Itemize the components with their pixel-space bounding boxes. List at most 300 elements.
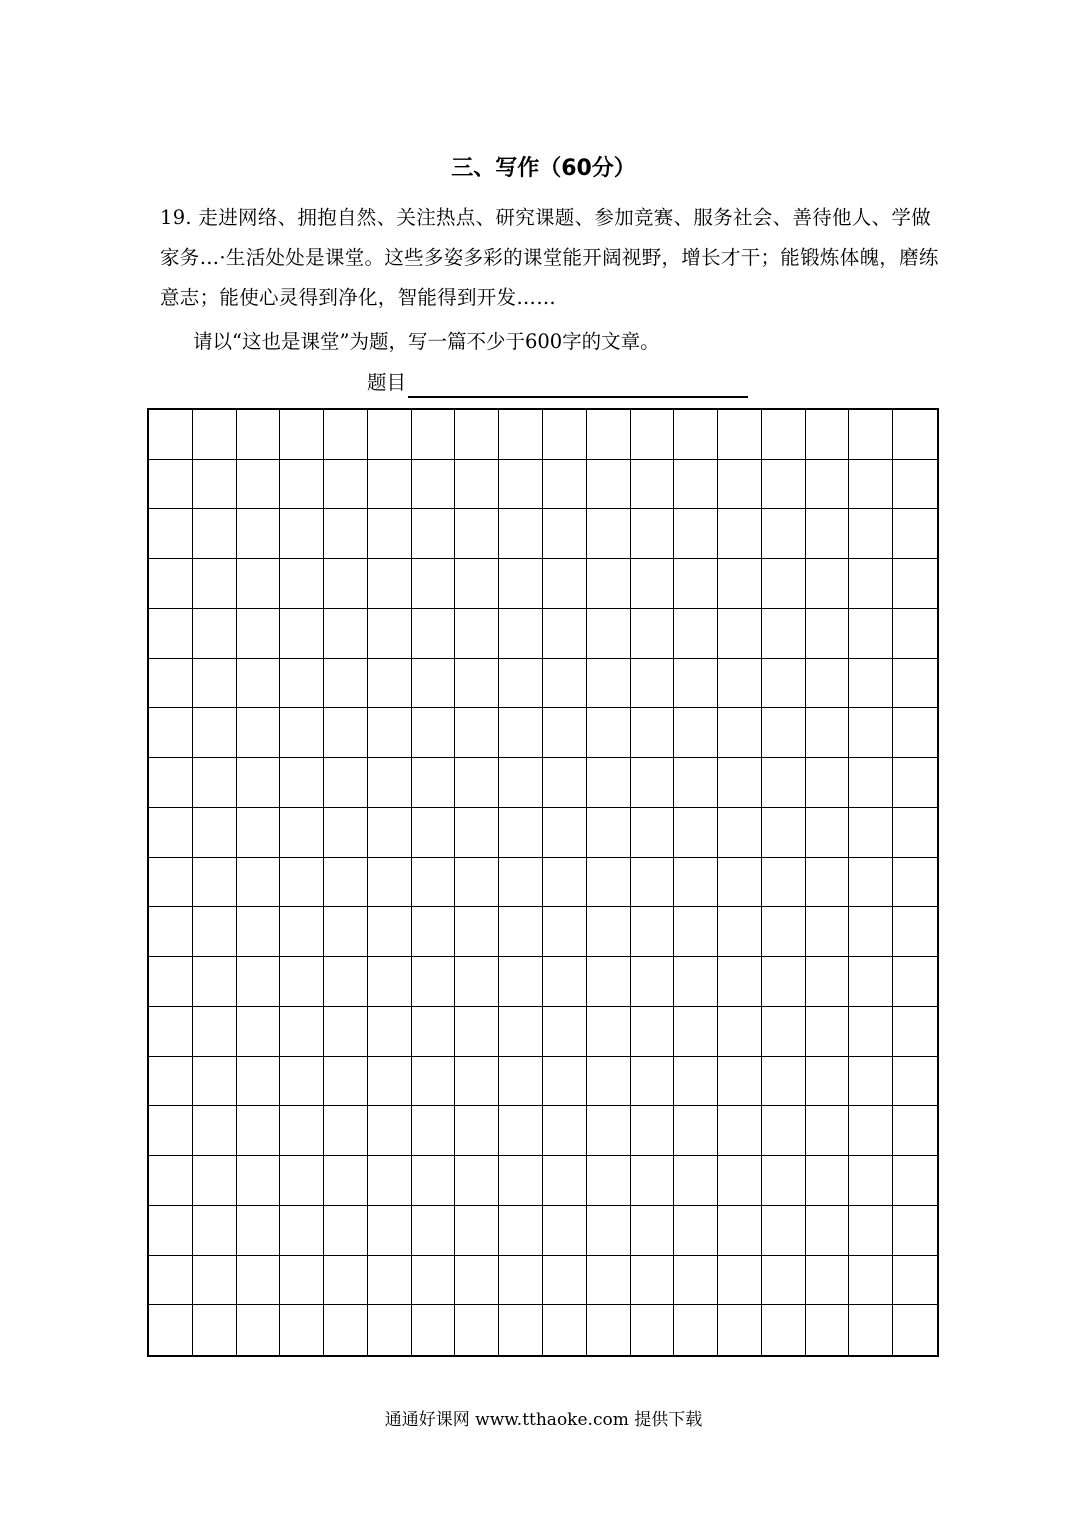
grid-cell[interactable] <box>280 907 324 957</box>
grid-cell[interactable] <box>455 1156 499 1206</box>
grid-cell[interactable] <box>499 509 543 559</box>
grid-cell[interactable] <box>718 907 762 957</box>
grid-cell[interactable] <box>543 509 587 559</box>
grid-cell[interactable] <box>324 808 368 858</box>
grid-cell[interactable] <box>849 907 893 957</box>
grid-cell[interactable] <box>587 509 631 559</box>
grid-cell[interactable] <box>149 1206 193 1256</box>
grid-cell[interactable] <box>762 758 806 808</box>
grid-cell[interactable] <box>762 1256 806 1306</box>
grid-cell[interactable] <box>893 659 937 709</box>
grid-cell[interactable] <box>762 1057 806 1107</box>
grid-cell[interactable] <box>587 609 631 659</box>
grid-cell[interactable] <box>324 907 368 957</box>
grid-cell[interactable] <box>806 659 850 709</box>
grid-cell[interactable] <box>280 1256 324 1306</box>
grid-cell[interactable] <box>718 708 762 758</box>
grid-cell[interactable] <box>499 1007 543 1057</box>
grid-cell[interactable] <box>893 858 937 908</box>
grid-cell[interactable] <box>324 1106 368 1156</box>
grid-cell[interactable] <box>412 808 456 858</box>
grid-cell[interactable] <box>193 1106 237 1156</box>
grid-cell[interactable] <box>631 1206 675 1256</box>
grid-cell[interactable] <box>806 1106 850 1156</box>
grid-cell[interactable] <box>412 957 456 1007</box>
grid-cell[interactable] <box>280 410 324 460</box>
grid-cell[interactable] <box>368 957 412 1007</box>
grid-cell[interactable] <box>631 1156 675 1206</box>
grid-cell[interactable] <box>237 858 281 908</box>
grid-cell[interactable] <box>674 659 718 709</box>
grid-cell[interactable] <box>455 957 499 1007</box>
grid-cell[interactable] <box>455 509 499 559</box>
grid-cell[interactable] <box>806 460 850 510</box>
grid-cell[interactable] <box>762 1007 806 1057</box>
grid-cell[interactable] <box>455 659 499 709</box>
grid-cell[interactable] <box>849 1057 893 1107</box>
grid-cell[interactable] <box>368 1305 412 1355</box>
grid-cell[interactable] <box>455 559 499 609</box>
grid-cell[interactable] <box>806 1256 850 1306</box>
grid-cell[interactable] <box>149 1106 193 1156</box>
grid-cell[interactable] <box>193 460 237 510</box>
grid-cell[interactable] <box>324 858 368 908</box>
grid-cell[interactable] <box>324 410 368 460</box>
grid-cell[interactable] <box>849 1007 893 1057</box>
grid-cell[interactable] <box>849 460 893 510</box>
grid-cell[interactable] <box>806 509 850 559</box>
grid-cell[interactable] <box>849 808 893 858</box>
grid-cell[interactable] <box>762 957 806 1007</box>
grid-cell[interactable] <box>149 808 193 858</box>
grid-cell[interactable] <box>499 1206 543 1256</box>
grid-cell[interactable] <box>149 1007 193 1057</box>
grid-cell[interactable] <box>587 708 631 758</box>
grid-cell[interactable] <box>762 410 806 460</box>
grid-cell[interactable] <box>631 1057 675 1107</box>
grid-cell[interactable] <box>412 559 456 609</box>
grid-cell[interactable] <box>455 708 499 758</box>
grid-cell[interactable] <box>499 907 543 957</box>
grid-cell[interactable] <box>149 907 193 957</box>
grid-cell[interactable] <box>368 907 412 957</box>
grid-cell[interactable] <box>849 410 893 460</box>
grid-cell[interactable] <box>631 460 675 510</box>
grid-cell[interactable] <box>280 858 324 908</box>
grid-cell[interactable] <box>674 1106 718 1156</box>
grid-cell[interactable] <box>718 559 762 609</box>
grid-cell[interactable] <box>674 1057 718 1107</box>
grid-cell[interactable] <box>149 957 193 1007</box>
grid-cell[interactable] <box>368 808 412 858</box>
grid-cell[interactable] <box>893 808 937 858</box>
grid-cell[interactable] <box>368 1256 412 1306</box>
grid-cell[interactable] <box>849 1106 893 1156</box>
grid-cell[interactable] <box>499 758 543 808</box>
grid-cell[interactable] <box>587 758 631 808</box>
grid-cell[interactable] <box>368 858 412 908</box>
grid-cell[interactable] <box>674 1156 718 1206</box>
grid-cell[interactable] <box>280 758 324 808</box>
grid-cell[interactable] <box>631 559 675 609</box>
grid-cell[interactable] <box>412 460 456 510</box>
grid-cell[interactable] <box>762 708 806 758</box>
grid-cell[interactable] <box>237 758 281 808</box>
grid-cell[interactable] <box>368 509 412 559</box>
grid-cell[interactable] <box>674 1256 718 1306</box>
grid-cell[interactable] <box>237 957 281 1007</box>
grid-cell[interactable] <box>718 1057 762 1107</box>
grid-cell[interactable] <box>762 659 806 709</box>
grid-cell[interactable] <box>674 559 718 609</box>
grid-cell[interactable] <box>718 858 762 908</box>
grid-cell[interactable] <box>893 1156 937 1206</box>
grid-cell[interactable] <box>280 509 324 559</box>
grid-cell[interactable] <box>543 1156 587 1206</box>
grid-cell[interactable] <box>718 1007 762 1057</box>
grid-cell[interactable] <box>762 1156 806 1206</box>
grid-cell[interactable] <box>499 708 543 758</box>
grid-cell[interactable] <box>718 460 762 510</box>
grid-cell[interactable] <box>324 708 368 758</box>
grid-cell[interactable] <box>193 509 237 559</box>
grid-cell[interactable] <box>893 708 937 758</box>
grid-cell[interactable] <box>849 1156 893 1206</box>
grid-cell[interactable] <box>368 659 412 709</box>
grid-cell[interactable] <box>193 1305 237 1355</box>
grid-cell[interactable] <box>543 1256 587 1306</box>
grid-cell[interactable] <box>280 609 324 659</box>
grid-cell[interactable] <box>193 1206 237 1256</box>
grid-cell[interactable] <box>543 410 587 460</box>
grid-cell[interactable] <box>587 858 631 908</box>
grid-cell[interactable] <box>631 907 675 957</box>
grid-cell[interactable] <box>587 659 631 709</box>
grid-cell[interactable] <box>587 1007 631 1057</box>
grid-cell[interactable] <box>368 1057 412 1107</box>
grid-cell[interactable] <box>193 659 237 709</box>
grid-cell[interactable] <box>149 758 193 808</box>
grid-cell[interactable] <box>237 1156 281 1206</box>
grid-cell[interactable] <box>280 460 324 510</box>
grid-cell[interactable] <box>499 808 543 858</box>
grid-cell[interactable] <box>587 1206 631 1256</box>
grid-cell[interactable] <box>543 1007 587 1057</box>
grid-cell[interactable] <box>368 708 412 758</box>
grid-cell[interactable] <box>499 460 543 510</box>
grid-cell[interactable] <box>149 1156 193 1206</box>
grid-cell[interactable] <box>149 559 193 609</box>
grid-cell[interactable] <box>412 1256 456 1306</box>
grid-cell[interactable] <box>499 1256 543 1306</box>
grid-cell[interactable] <box>324 1057 368 1107</box>
grid-cell[interactable] <box>543 708 587 758</box>
grid-cell[interactable] <box>806 957 850 1007</box>
grid-cell[interactable] <box>849 559 893 609</box>
grid-cell[interactable] <box>149 708 193 758</box>
grid-cell[interactable] <box>849 659 893 709</box>
grid-cell[interactable] <box>806 1156 850 1206</box>
grid-cell[interactable] <box>587 957 631 1007</box>
grid-cell[interactable] <box>455 1206 499 1256</box>
grid-cell[interactable] <box>893 410 937 460</box>
grid-cell[interactable] <box>674 957 718 1007</box>
grid-cell[interactable] <box>674 609 718 659</box>
grid-cell[interactable] <box>631 509 675 559</box>
grid-cell[interactable] <box>631 609 675 659</box>
grid-cell[interactable] <box>631 858 675 908</box>
grid-cell[interactable] <box>893 1305 937 1355</box>
grid-cell[interactable] <box>499 1106 543 1156</box>
grid-cell[interactable] <box>631 659 675 709</box>
grid-cell[interactable] <box>280 708 324 758</box>
grid-cell[interactable] <box>149 659 193 709</box>
grid-cell[interactable] <box>893 559 937 609</box>
grid-cell[interactable] <box>412 609 456 659</box>
grid-cell[interactable] <box>587 808 631 858</box>
grid-cell[interactable] <box>587 1106 631 1156</box>
grid-cell[interactable] <box>718 410 762 460</box>
grid-cell[interactable] <box>412 1305 456 1355</box>
grid-cell[interactable] <box>412 410 456 460</box>
grid-cell[interactable] <box>762 1305 806 1355</box>
grid-cell[interactable] <box>149 1256 193 1306</box>
grid-cell[interactable] <box>499 1057 543 1107</box>
grid-cell[interactable] <box>674 907 718 957</box>
grid-cell[interactable] <box>674 1206 718 1256</box>
grid-cell[interactable] <box>280 957 324 1007</box>
grid-cell[interactable] <box>806 758 850 808</box>
grid-cell[interactable] <box>280 1007 324 1057</box>
grid-cell[interactable] <box>499 957 543 1007</box>
grid-cell[interactable] <box>324 957 368 1007</box>
grid-cell[interactable] <box>543 1057 587 1107</box>
grid-cell[interactable] <box>543 1206 587 1256</box>
grid-cell[interactable] <box>149 1057 193 1107</box>
grid-cell[interactable] <box>193 808 237 858</box>
grid-cell[interactable] <box>631 808 675 858</box>
grid-cell[interactable] <box>237 808 281 858</box>
grid-cell[interactable] <box>368 1007 412 1057</box>
grid-cell[interactable] <box>849 957 893 1007</box>
grid-cell[interactable] <box>324 509 368 559</box>
grid-cell[interactable] <box>149 609 193 659</box>
grid-cell[interactable] <box>368 1156 412 1206</box>
grid-cell[interactable] <box>806 708 850 758</box>
grid-cell[interactable] <box>499 1156 543 1206</box>
grid-cell[interactable] <box>718 609 762 659</box>
grid-cell[interactable] <box>893 1106 937 1156</box>
grid-cell[interactable] <box>543 858 587 908</box>
grid-cell[interactable] <box>324 559 368 609</box>
grid-cell[interactable] <box>237 609 281 659</box>
grid-cell[interactable] <box>674 1305 718 1355</box>
grid-cell[interactable] <box>893 907 937 957</box>
grid-cell[interactable] <box>368 410 412 460</box>
grid-cell[interactable] <box>324 1206 368 1256</box>
grid-cell[interactable] <box>324 1305 368 1355</box>
grid-cell[interactable] <box>324 1007 368 1057</box>
grid-cell[interactable] <box>587 1156 631 1206</box>
grid-cell[interactable] <box>368 758 412 808</box>
grid-cell[interactable] <box>412 758 456 808</box>
grid-cell[interactable] <box>674 808 718 858</box>
grid-cell[interactable] <box>762 1206 806 1256</box>
grid-cell[interactable] <box>455 858 499 908</box>
grid-cell[interactable] <box>543 1305 587 1355</box>
grid-cell[interactable] <box>237 907 281 957</box>
grid-cell[interactable] <box>193 907 237 957</box>
grid-cell[interactable] <box>193 858 237 908</box>
grid-cell[interactable] <box>587 1057 631 1107</box>
grid-cell[interactable] <box>762 559 806 609</box>
grid-cell[interactable] <box>543 907 587 957</box>
grid-cell[interactable] <box>849 708 893 758</box>
grid-cell[interactable] <box>412 1156 456 1206</box>
grid-cell[interactable] <box>587 460 631 510</box>
grid-cell[interactable] <box>193 708 237 758</box>
grid-cell[interactable] <box>849 858 893 908</box>
grid-cell[interactable] <box>455 808 499 858</box>
grid-cell[interactable] <box>849 1256 893 1306</box>
grid-cell[interactable] <box>193 758 237 808</box>
grid-cell[interactable] <box>631 1106 675 1156</box>
grid-cell[interactable] <box>455 1057 499 1107</box>
grid-cell[interactable] <box>368 609 412 659</box>
grid-cell[interactable] <box>762 509 806 559</box>
grid-cell[interactable] <box>368 1206 412 1256</box>
grid-cell[interactable] <box>893 609 937 659</box>
grid-cell[interactable] <box>455 1007 499 1057</box>
grid-cell[interactable] <box>631 1305 675 1355</box>
grid-cell[interactable] <box>455 1305 499 1355</box>
grid-cell[interactable] <box>280 1057 324 1107</box>
grid-cell[interactable] <box>806 1206 850 1256</box>
grid-cell[interactable] <box>237 708 281 758</box>
grid-cell[interactable] <box>543 808 587 858</box>
grid-cell[interactable] <box>412 858 456 908</box>
grid-cell[interactable] <box>280 1206 324 1256</box>
grid-cell[interactable] <box>368 460 412 510</box>
grid-cell[interactable] <box>499 659 543 709</box>
grid-cell[interactable] <box>674 758 718 808</box>
grid-cell[interactable] <box>499 609 543 659</box>
grid-cell[interactable] <box>762 609 806 659</box>
grid-cell[interactable] <box>849 1305 893 1355</box>
grid-cell[interactable] <box>412 708 456 758</box>
grid-cell[interactable] <box>237 559 281 609</box>
essay-title-blank[interactable] <box>408 370 748 398</box>
grid-cell[interactable] <box>806 1007 850 1057</box>
grid-cell[interactable] <box>893 758 937 808</box>
grid-cell[interactable] <box>718 659 762 709</box>
grid-cell[interactable] <box>806 559 850 609</box>
grid-cell[interactable] <box>149 858 193 908</box>
grid-cell[interactable] <box>455 410 499 460</box>
grid-cell[interactable] <box>193 1156 237 1206</box>
grid-cell[interactable] <box>893 957 937 1007</box>
grid-cell[interactable] <box>718 957 762 1007</box>
grid-cell[interactable] <box>412 509 456 559</box>
grid-cell[interactable] <box>412 907 456 957</box>
grid-cell[interactable] <box>587 1305 631 1355</box>
grid-cell[interactable] <box>237 1007 281 1057</box>
grid-cell[interactable] <box>631 758 675 808</box>
grid-cell[interactable] <box>674 460 718 510</box>
grid-cell[interactable] <box>893 1206 937 1256</box>
grid-cell[interactable] <box>543 659 587 709</box>
grid-cell[interactable] <box>893 1256 937 1306</box>
grid-cell[interactable] <box>849 758 893 808</box>
grid-cell[interactable] <box>806 1305 850 1355</box>
grid-cell[interactable] <box>674 708 718 758</box>
grid-cell[interactable] <box>543 460 587 510</box>
grid-cell[interactable] <box>324 1256 368 1306</box>
grid-cell[interactable] <box>280 1156 324 1206</box>
grid-cell[interactable] <box>543 559 587 609</box>
grid-cell[interactable] <box>631 410 675 460</box>
grid-cell[interactable] <box>193 1007 237 1057</box>
grid-cell[interactable] <box>412 659 456 709</box>
grid-cell[interactable] <box>324 758 368 808</box>
grid-cell[interactable] <box>412 1106 456 1156</box>
grid-cell[interactable] <box>587 1256 631 1306</box>
grid-cell[interactable] <box>806 858 850 908</box>
answer-grid[interactable] <box>147 408 939 1357</box>
grid-cell[interactable] <box>237 509 281 559</box>
grid-cell[interactable] <box>412 1057 456 1107</box>
grid-cell[interactable] <box>324 1156 368 1206</box>
grid-cell[interactable] <box>455 1106 499 1156</box>
grid-cell[interactable] <box>324 609 368 659</box>
grid-cell[interactable] <box>718 1206 762 1256</box>
grid-cell[interactable] <box>193 1256 237 1306</box>
grid-cell[interactable] <box>587 410 631 460</box>
grid-cell[interactable] <box>237 659 281 709</box>
grid-cell[interactable] <box>149 410 193 460</box>
grid-cell[interactable] <box>368 559 412 609</box>
grid-cell[interactable] <box>412 1007 456 1057</box>
grid-cell[interactable] <box>280 1106 324 1156</box>
grid-cell[interactable] <box>149 460 193 510</box>
grid-cell[interactable] <box>237 1057 281 1107</box>
grid-cell[interactable] <box>193 1057 237 1107</box>
grid-cell[interactable] <box>543 1106 587 1156</box>
grid-cell[interactable] <box>499 858 543 908</box>
grid-cell[interactable] <box>849 609 893 659</box>
grid-cell[interactable] <box>718 1305 762 1355</box>
grid-cell[interactable] <box>237 1106 281 1156</box>
grid-cell[interactable] <box>631 1007 675 1057</box>
grid-cell[interactable] <box>893 1057 937 1107</box>
grid-cell[interactable] <box>631 708 675 758</box>
grid-cell[interactable] <box>806 808 850 858</box>
grid-cell[interactable] <box>631 1256 675 1306</box>
grid-cell[interactable] <box>543 957 587 1007</box>
grid-cell[interactable] <box>455 460 499 510</box>
grid-cell[interactable] <box>412 1206 456 1256</box>
grid-cell[interactable] <box>499 410 543 460</box>
grid-cell[interactable] <box>893 1007 937 1057</box>
grid-cell[interactable] <box>718 1106 762 1156</box>
grid-cell[interactable] <box>806 410 850 460</box>
grid-cell[interactable] <box>806 907 850 957</box>
grid-cell[interactable] <box>193 410 237 460</box>
grid-cell[interactable] <box>718 758 762 808</box>
grid-cell[interactable] <box>631 957 675 1007</box>
grid-cell[interactable] <box>149 1305 193 1355</box>
grid-cell[interactable] <box>280 1305 324 1355</box>
